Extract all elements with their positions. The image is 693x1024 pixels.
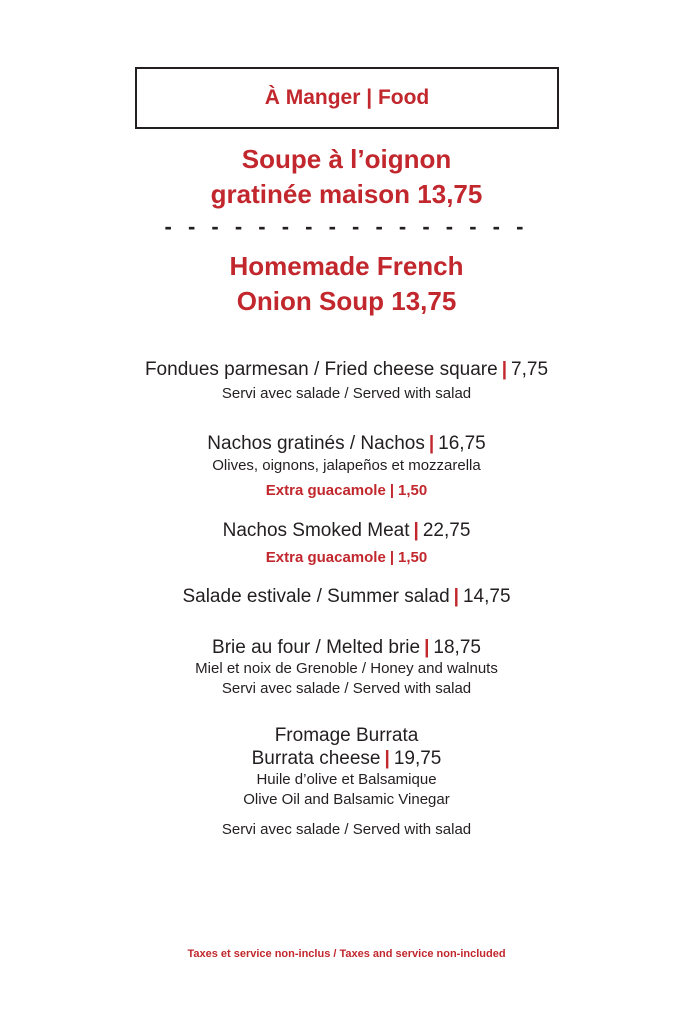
extra-label: Extra guacamole — [265, 482, 386, 499]
extra-price: 1,50 — [398, 482, 428, 499]
price-separator: | — [501, 359, 508, 380]
feature-title-en-line2: Onion Soup 13,75 — [236, 286, 457, 316]
item-price: 18,75 — [433, 637, 481, 658]
item-description: Olive Oil and Balsamic Vinegar — [243, 791, 450, 808]
item-description: Servi avec salade / Served with salad — [221, 385, 472, 402]
item-name: Nachos Smoked Meat — [222, 520, 410, 541]
item-description: Miel et noix de Grenoble / Honey and walnuts — [195, 660, 498, 677]
extra-price: 1,50 — [398, 549, 428, 566]
price-separator: | — [384, 748, 390, 769]
price-separator: | — [453, 586, 459, 607]
item-description: Olives, oignons, jalapeños et mozzarella — [212, 457, 481, 474]
feature-divider: - - - - - - - - - - - - - - - - — [164, 214, 529, 239]
item-price: 22,75 — [422, 520, 471, 541]
extra-label: Extra guacamole — [265, 549, 386, 566]
menu-item-name-line — [0, 519, 693, 543]
menu-item-name-line — [0, 432, 693, 456]
item-description: Servi avec salade / Served with salad — [221, 680, 472, 697]
item-name: Nachos gratinés / Nachos — [207, 433, 425, 454]
item-price: 14,75 — [462, 586, 511, 607]
item-name: Salade estivale / Summer salad — [182, 586, 450, 607]
feature-title-fr-line1: Soupe à l’oignon — [241, 144, 452, 174]
item-price: 19,75 — [393, 748, 442, 769]
item-price: 7,75 — [511, 359, 549, 380]
menu-section-header — [135, 67, 559, 129]
section-title: À Manger | Food — [264, 86, 430, 109]
item-name: Fondues parmesan / Fried cheese square — [144, 359, 498, 380]
feature-title-fr-line2: gratinée maison 13,75 — [210, 179, 483, 209]
item-price: 16,75 — [438, 433, 486, 454]
price-separator: | — [428, 433, 435, 454]
feature-title-en-line1: Homemade French — [229, 251, 464, 281]
menu-item-name-line — [0, 585, 693, 609]
menu-item-name-line — [0, 358, 693, 382]
item-description: Huile d’olive et Balsamique — [256, 771, 437, 788]
item-description: Servi avec salade / Served with salad — [221, 821, 472, 838]
item-name: Burrata cheese — [251, 748, 381, 769]
price-separator: | — [389, 549, 395, 566]
item-extra — [0, 548, 693, 568]
menu-item-name-line — [0, 724, 693, 748]
price-separator: | — [413, 520, 419, 541]
menu-item-name-line — [0, 636, 693, 660]
item-name: Brie au four / Melted brie — [212, 637, 421, 658]
footer-note: Taxes et service non-inclus / Taxes and service non-included — [187, 948, 506, 960]
menu-item-name-line — [0, 747, 693, 771]
item-extra — [0, 481, 693, 501]
item-name-fr: Fromage Burrata — [274, 725, 419, 746]
price-separator: | — [424, 637, 430, 658]
price-separator: | — [389, 482, 395, 499]
